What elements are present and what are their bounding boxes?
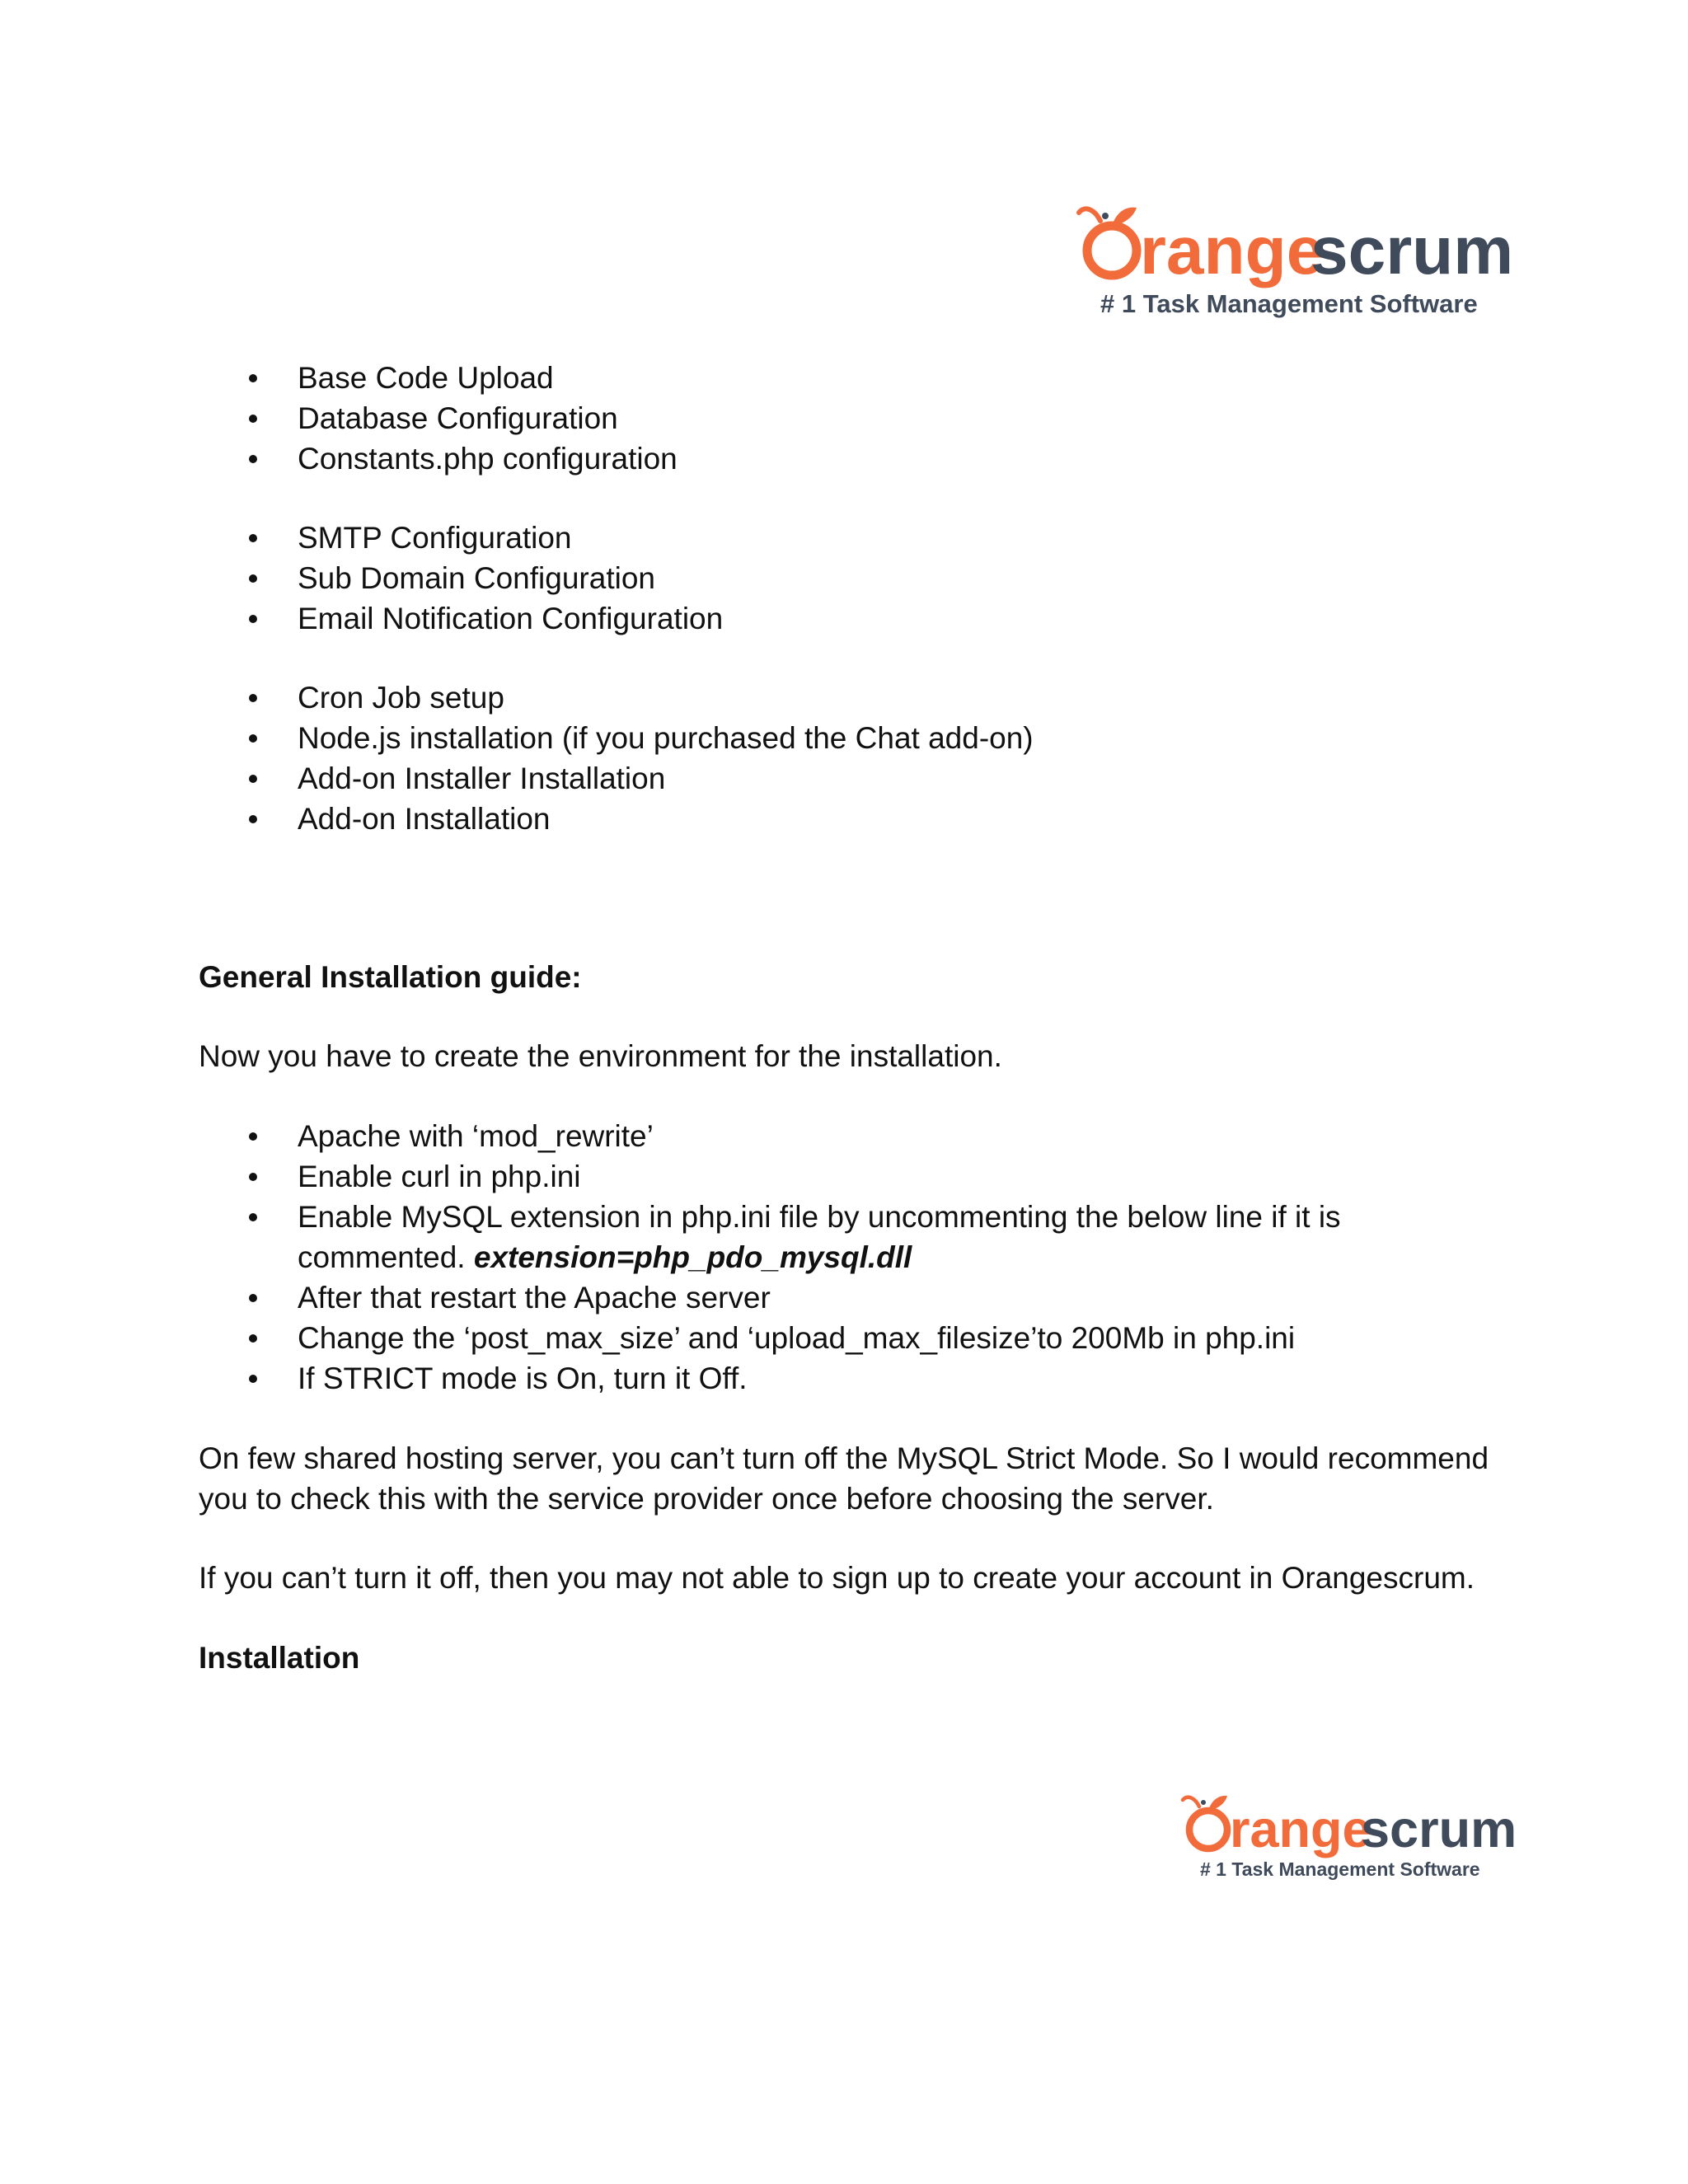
bullet-icon [249,815,257,823]
orangescrum-logo-header [1076,191,1514,323]
general-installation-heading: General Installation guide: [199,960,582,994]
bullet-icon [249,415,257,423]
bullet-icon [249,775,257,783]
list-item-text: Enable MySQL extension in php.ini file by uncommenting the below line if it is [298,1200,1341,1234]
signup-note: If you can’t turn it off, then you may not able to sign up to create your account in Orangescrum. [199,1561,1475,1595]
bullet-icon [249,374,257,382]
list-item-text: Base Code Upload [298,361,554,395]
list-item-text: Database Configuration [298,401,618,435]
orange-fruit-icon [1079,208,1137,275]
logo-brand-dark: scrum [1361,1801,1517,1858]
bullet-icon [249,534,257,542]
list-item-text: Change the ‘post_max_size’ and ‘upload_max_filesize’to 200Mb in php.ini [298,1321,1296,1355]
bullet-icon [249,1213,257,1221]
bullet-icon [249,455,257,463]
orangescrum-logo-footer [1180,1783,1517,1882]
list-item-text: Add-on Installation [298,802,551,836]
shared-hosting-line-1: On few shared hosting server, you can’t turn off the MySQL Strict Mode. So I would recommend [199,1441,1489,1475]
installation-heading: Installation [199,1641,360,1675]
bullet-icon [249,1334,257,1343]
mysql-line2-prefix: commented. [298,1240,474,1274]
orangescrum-logo-graphic [1076,191,1514,323]
bullet-icon [249,734,257,743]
list-item-text: Cron Job setup [298,681,504,715]
bullet-icon [249,615,257,623]
list-item-text: Constants.php configuration [298,442,678,476]
list-item-text [298,1237,912,1277]
bullet-icon [249,1375,257,1383]
logo-tagline: # 1 Task Management Software [1100,289,1478,318]
list-item-text: Email Notification Configuration [298,602,724,635]
list-item-text: Apache with ‘mod_rewrite’ [298,1119,654,1153]
list-item-text: After that restart the Apache server [298,1281,771,1315]
shared-hosting-line-2: you to check this with the service provider once before choosing the server. [199,1482,1214,1516]
bullet-icon [249,1173,257,1181]
bullet-icon [249,1132,257,1141]
logo-brand-orange: range [1140,213,1325,288]
bullet-icon [249,694,257,702]
environment-intro: Now you have to create the environment for the installation. [199,1039,1002,1073]
list-item-text: Enable curl in php.ini [298,1160,581,1193]
orange-fruit-icon [1183,1796,1227,1849]
logo-tagline: # 1 Task Management Software [1200,1858,1480,1880]
logo-brand-dark: scrum [1311,213,1514,288]
mysql-extension-code: extension=php_pdo_mysql.dll [473,1240,912,1274]
list-item-text: SMTP Configuration [298,521,572,555]
bullet-icon [249,1294,257,1302]
logo-brand-orange: range [1230,1801,1372,1858]
orangescrum-logo-graphic [1180,1783,1517,1882]
bullet-icon [249,574,257,583]
list-item-text: Sub Domain Configuration [298,561,655,595]
list-item-text: Node.js installation (if you purchased the Chat add-on) [298,721,1034,755]
list-item-text: Add-on Installer Installation [298,762,666,795]
list-item-text: If STRICT mode is On, turn it Off. [298,1361,748,1395]
